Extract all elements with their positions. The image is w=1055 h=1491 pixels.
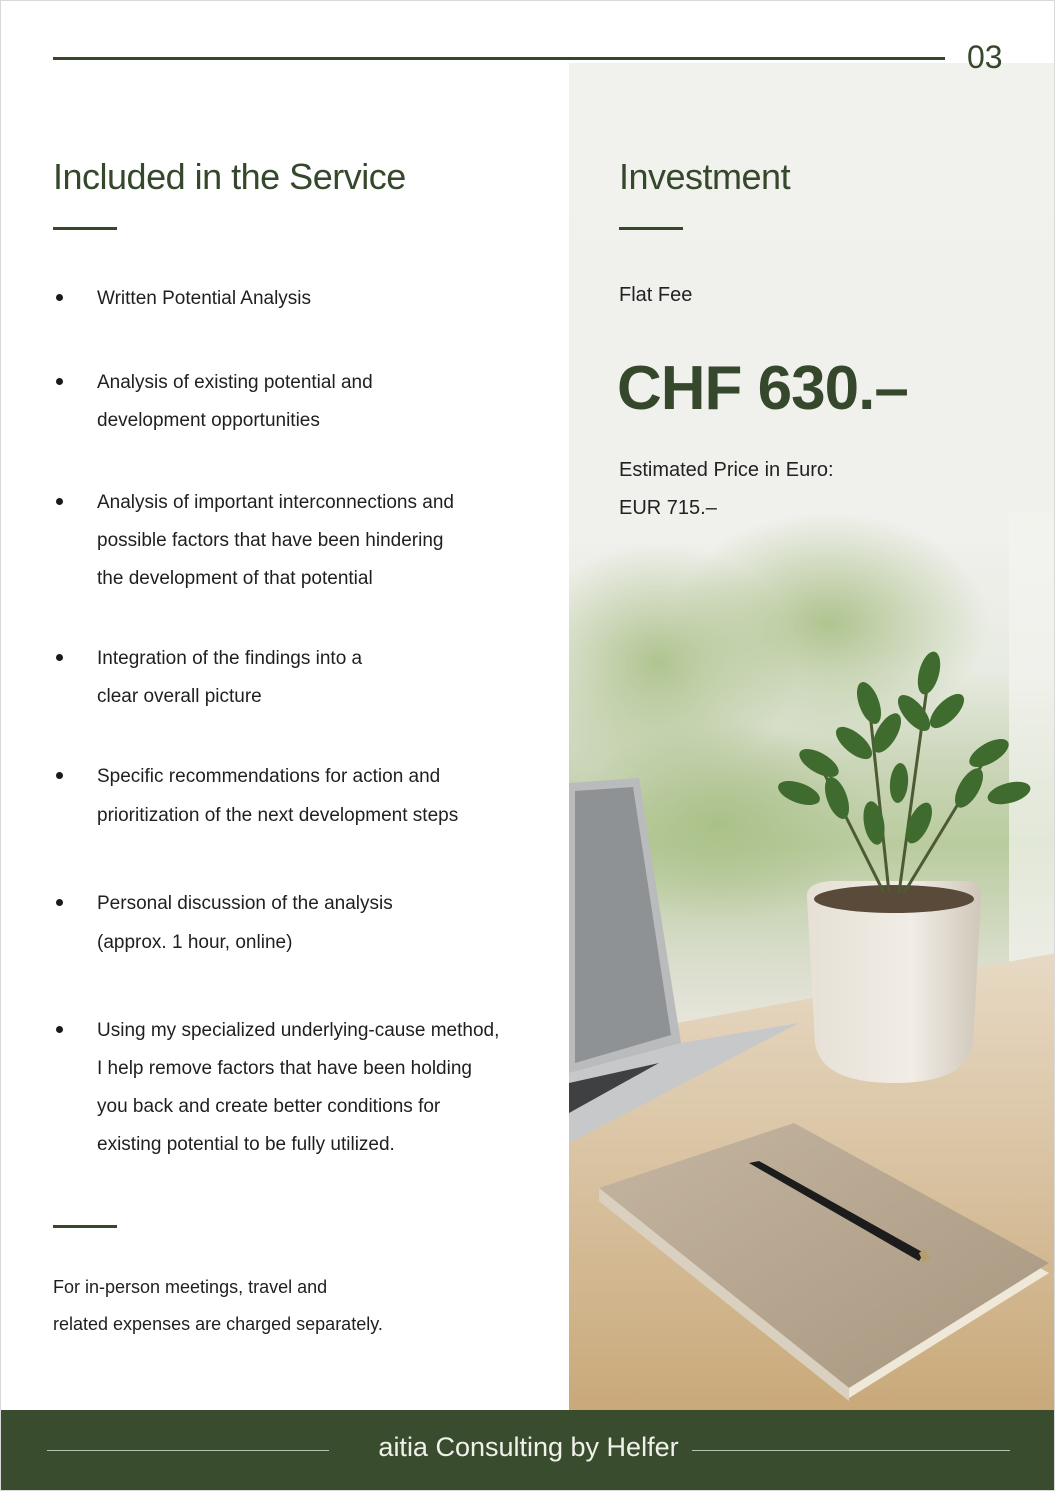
- list-item-text: clear overall picture: [97, 686, 262, 707]
- footer-right-rule: [692, 1450, 1010, 1451]
- list-item-text: you back and create better conditions for: [97, 1096, 441, 1117]
- list-item-text: Written Potential Analysis: [97, 288, 312, 309]
- list-item-text: existing potential to be fully utilized.: [97, 1134, 395, 1155]
- list-item-text: (approx. 1 hour, online): [97, 932, 293, 953]
- bullet-icon: [56, 654, 63, 661]
- bullet-icon: [56, 498, 63, 505]
- list-item-text: development opportunities: [97, 410, 320, 431]
- list-item-text: Personal discussion of the analysis: [97, 893, 393, 914]
- list-item-text: Specific recommendations for action and: [97, 766, 441, 787]
- included-heading: Included in the Service: [53, 156, 406, 197]
- list-item-text: Analysis of existing potential and: [97, 372, 373, 393]
- expenses-note-line: related expenses are charged separately.: [53, 1314, 383, 1334]
- desk-photo-icon: [569, 63, 1055, 1410]
- list-item-text: I help remove factors that have been holding: [97, 1058, 472, 1079]
- expenses-note-line: For in-person meetings, travel and: [53, 1277, 328, 1297]
- euro-price-label: Estimated Price in Euro:: [619, 459, 834, 481]
- euro-price-value: EUR 715.–: [619, 497, 717, 519]
- included-heading-rule: [53, 227, 117, 230]
- list-item-text: prioritization of the next development steps: [97, 805, 459, 826]
- list-item-text: Analysis of important interconnections and: [97, 492, 454, 513]
- list-item-text: the development of that potential: [97, 568, 373, 589]
- list-item-text: Using my specialized underlying-cause method,: [97, 1020, 500, 1041]
- footer-brand: aitia Consulting by Helfer: [378, 1432, 679, 1462]
- list-item-text: possible factors that have been hindering: [97, 530, 444, 551]
- page-number: 03: [967, 39, 1003, 75]
- investment-heading: Investment: [619, 156, 791, 197]
- bullet-icon: [56, 378, 63, 385]
- note-rule: [53, 1225, 117, 1228]
- top-rule: [53, 57, 945, 60]
- desk-scene-illustration: [569, 63, 1055, 1410]
- price-chf: CHF 630.–: [617, 354, 908, 423]
- bullet-icon: [56, 899, 63, 906]
- bullet-icon: [56, 294, 63, 301]
- bullet-icon: [56, 1026, 63, 1033]
- list-item-text: Integration of the findings into a: [97, 648, 363, 669]
- footer-bar: [1, 1410, 1055, 1491]
- flat-fee-label: Flat Fee: [619, 284, 693, 306]
- investment-heading-rule: [619, 227, 683, 230]
- bullet-icon: [56, 772, 63, 779]
